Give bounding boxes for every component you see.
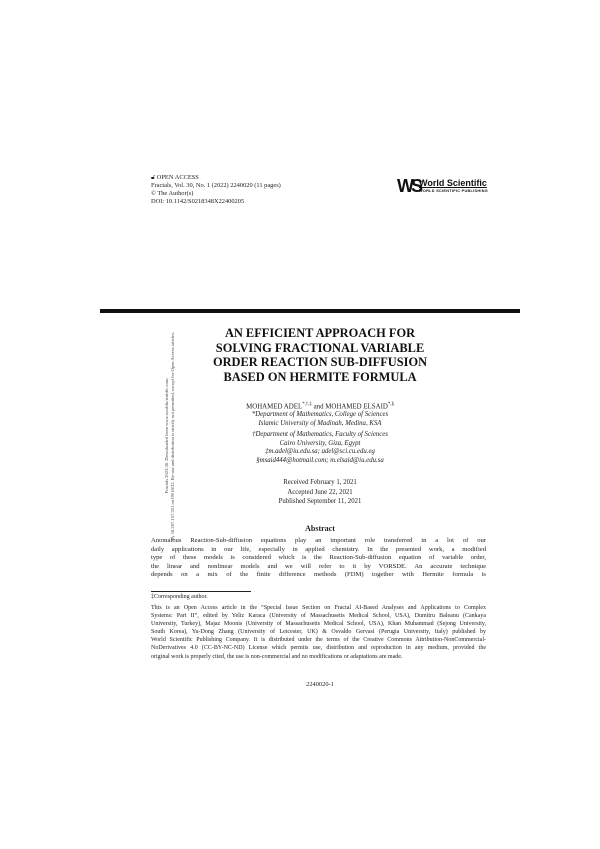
publisher-logo [397,176,515,198]
dates [151,478,489,507]
journal-citation: Fractals, Vol. 30, No. 1 (2022) 2240020 (11 pages) [151,182,281,189]
author-name: MOHAMED ADEL [246,403,303,411]
footnote-rule [151,591,251,592]
title-line: BASED ON HERMITE FORMULA [223,369,417,384]
logo-mark: WS [397,176,420,196]
license-line: NoDerivatives 4.0 (CC-BY-NC-ND) License which permits use, distribution and reproduction in any medium, provided the [151,645,486,652]
copyright: © The Author(s) [151,190,194,197]
doi[interactable]: DOI: 10.1142/S0218348X22400205 [151,198,245,205]
license-line: University, Turkey), Majaz Moonis (University of Massachusetts Medical School, USA), Khan Muhammad (Sejong University, [151,621,486,628]
affiliations [151,411,489,466]
abstract-body [151,537,486,580]
author-and: and [311,403,326,411]
license-line: World Scientific Publishing Company. It is distributed under the terms of the Creative Commons Attribution-NonCommercial- [151,637,486,644]
logo-name: World Scientific [419,178,487,188]
header-rule [100,309,520,313]
abstract-line: depends on a mix of the finite difference methods (FDM) together with Hermite formula is [151,571,486,579]
affiliation-line: *Department of Mathematics, College of Sciences [251,411,389,418]
license-note [151,604,486,661]
license-line: original work is properly cited, the use is non-commercial and no modifications or adaptations are made. [151,653,403,660]
affiliation-line: Islamic University of Madinah, Medina, KSA [258,419,382,427]
author-name: MOHAMED ELSAID [325,403,388,411]
journal-header [151,174,281,206]
open-access-label: OPEN ACCESS [156,174,199,181]
received-date: Received February 1, 2021 [283,479,357,486]
affiliation-line: Cairo University, Giza, Egypt [279,439,361,447]
accepted-date: Accepted June 22, 2021 [287,488,353,496]
side-note-line: Fractals 2022.30. Downloaded from www.worldscientific.com [164,378,169,494]
email-line: ‡m.adel@iu.edu.sa; adel@sci.cu.edu.eg [265,448,375,456]
open-access-lock-icon: 🔓︎ [151,174,156,181]
license-line: This is an Open Access article in the “Special Issue Section on Fractal AI-Based Analyses and Applications to Complex [151,605,486,611]
page-number: 2240020-1 [306,681,334,688]
license-line: Systems: Part II”, edited by Yeliz Karaca (University of Massachusetts Medical School, USA), Dumitru Baleanu (Cankaya [151,613,486,620]
title-line: SOLVING FRACTIONAL VARIABLE [215,340,425,355]
abstract-line: Anomalous Reaction-Sub-diffusion equations play an important role transferred in a lot of our [151,537,486,544]
email-line: §msaid444@hotmail.com; m.elsaid@iu.edu.sa [256,456,384,464]
published-date: Published September 11, 2021 [278,498,362,506]
author-marks: *,§ [387,402,394,407]
corresponding-author-note: ‡Corresponding author. [151,594,208,600]
abstract-line: the linear and nonlinear models and we will refer to it by VORSDE. An accurate technique [151,562,486,570]
abstract-heading: Abstract [305,524,335,533]
side-note-line: by 18.207.157.251 on 09/18/22. Re-use and distribution is strictly not permitted, except for Open Access articles. [170,331,175,541]
abstract-line: type of these models is considered which is the Reaction-Sub-diffusion equation of variable order, [151,554,486,562]
title-line: AN EFFICIENT APPROACH FOR [224,326,416,340]
abstract-line: daily applications in our life, especially in applied chemistry. In the presented work, a modified [151,545,486,553]
affiliation-line: †Department of Mathematics, Faculty of Sciences [252,431,388,439]
license-line: South Korea), Yu-Dong Zhang (University of Leicester, UK) & Osvaldo Gervasi (Perugia University, Italy) published by [151,629,486,636]
title-line: ORDER REACTION SUB-DIFFUSION [212,355,428,369]
paper-title [151,326,489,384]
author-marks: *,†,‡ [302,402,312,407]
logo-tagline: WORLD SCIENTIFIC PUBLISHING [419,189,489,193]
